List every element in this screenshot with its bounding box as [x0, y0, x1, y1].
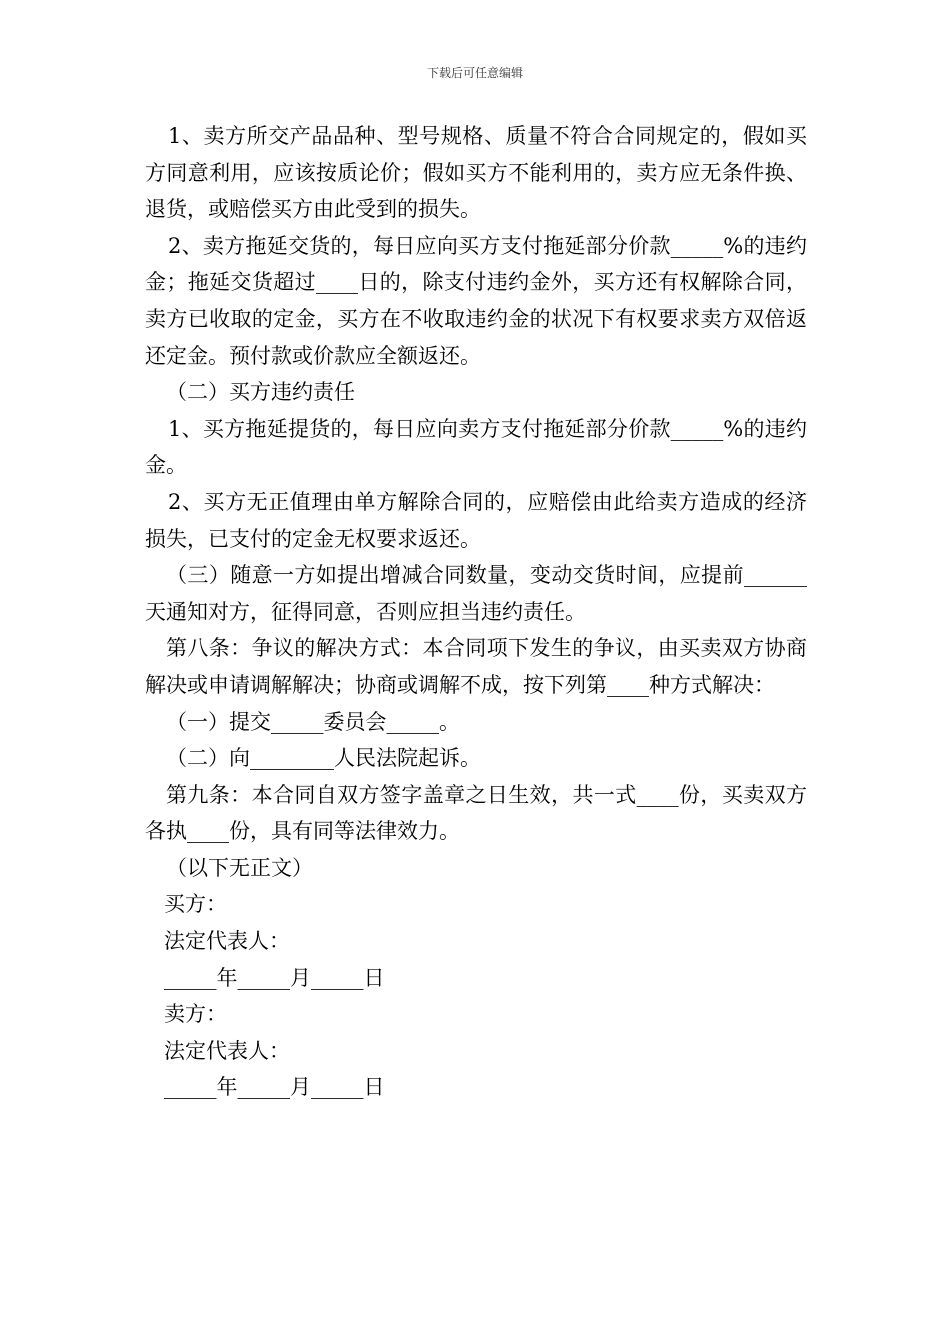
buyer-label: 买方： [164, 892, 227, 917]
no-further-text: （以下无正文） [166, 855, 313, 880]
seller-label: 卖方： [164, 1002, 227, 1027]
page-header-note: 下载后可任意编辑 [426, 66, 523, 80]
seller-legal-rep: 法定代表人： [164, 1038, 290, 1063]
article-nine-effect: 第九条：本合同自双方签字盖章之日生效，共一式____份，买卖双方各执____份，具有同等法律效力。 [145, 782, 807, 844]
document-body [145, 118, 807, 1106]
seller-date: _____年_____月_____日 [164, 1075, 385, 1100]
section-buyer-liability: （二）买方违约责任 [166, 380, 355, 405]
clause-buyer-delay: 1、买方拖延提货的，每日应向卖方支付拖延部分价款_____%的违约金。 [145, 416, 807, 478]
buyer-date: _____年_____月_____日 [164, 965, 385, 990]
dispute-option-court: （二）向________人民法院起诉。 [166, 746, 481, 771]
buyer-legal-rep: 法定代表人： [164, 929, 290, 954]
article-eight-dispute: 第八条：争议的解决方式：本合同项下发生的争议，由买卖双方协商解决或申请调解解决；协商或调解不成，按下列第____种方式解决： [145, 636, 807, 697]
section-quantity-change: （三）随意一方如提出增减合同数量，变动交货时间，应提前______天通知对方，征得同意，否则应担当违约责任。 [145, 563, 807, 624]
clause-seller-delay: 2、卖方拖延交货的，每日应向买方支付拖延部分价款_____%的违约金；拖延交货超过____日的，除支付违约金外，买方还有权解除合同，卖方已收取的定金，买方在不收取违约金的状况下有权要求卖方双倍返还定金。预付款或价款应全额返还。 [145, 233, 807, 368]
clause-seller-quality: 1、卖方所交产品品种、型号规格、质量不符合合同规定的，假如买方同意利用，应该按质论价；假如买方不能利用的，卖方应无条件换、退货，或赔偿买方由此受到的损失。 [145, 124, 807, 222]
dispute-option-arbitration: （一）提交_____委员会_____。 [166, 709, 460, 734]
clause-buyer-termination: 2、买方无正值理由单方解除合同的，应赔偿由此给卖方造成的经济损失，已支付的定金无权要求返还。 [145, 489, 807, 551]
